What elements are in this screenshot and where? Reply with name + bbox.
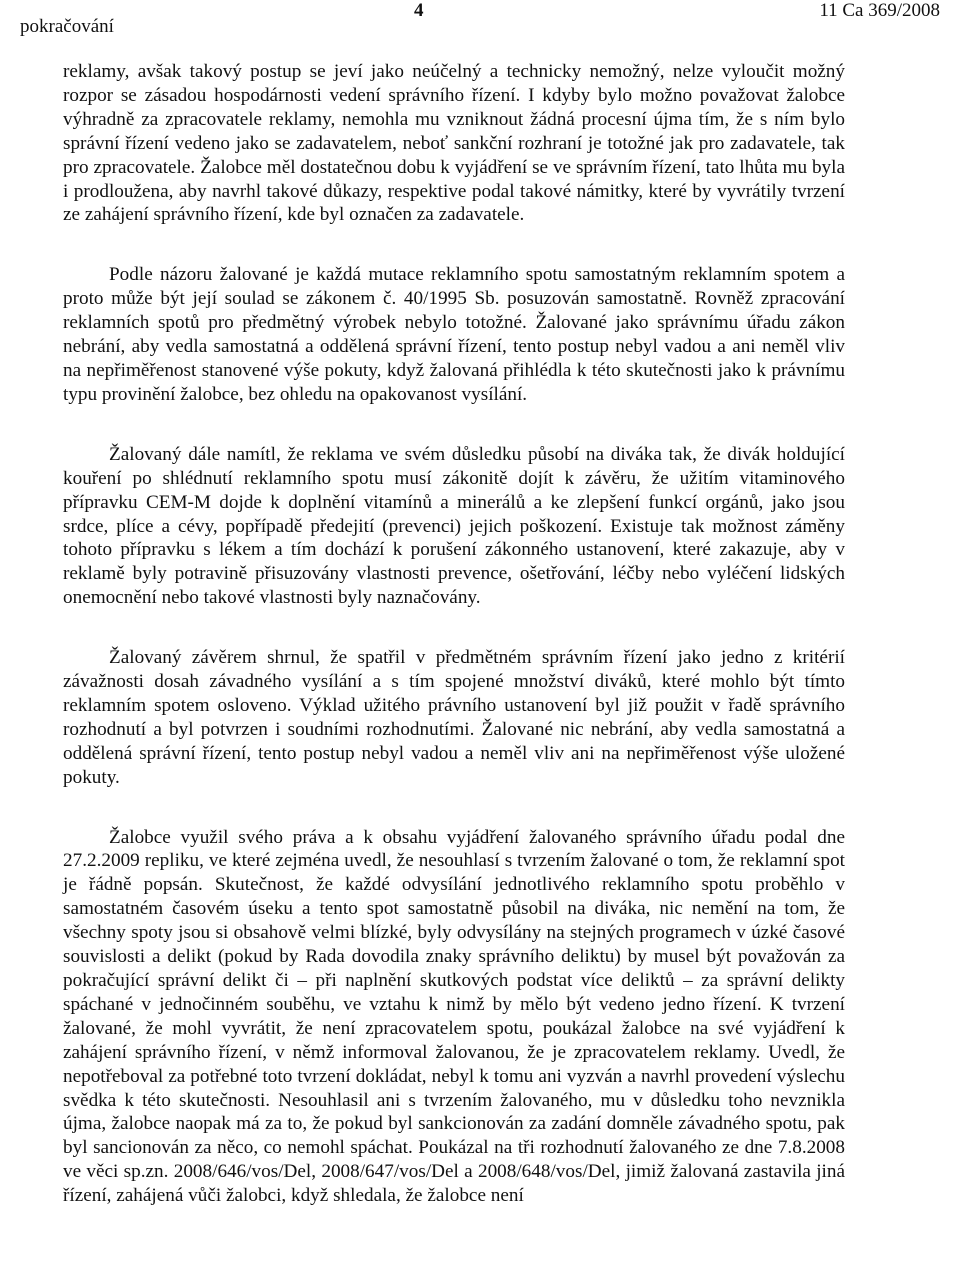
- page-number: 4: [414, 0, 424, 21]
- paragraph-4: Žalovaný závěrem shrnul, že spatřil v předmětném správním řízení jako jedno z kritérií závažnosti dosah závadného vysílání a s tím spojené množství diváků, které mohlo být tímto reklamním spotem osloveno. Výklad užitého právního ustanovení byl již použit v řadě správního rozhodnutí a byl potvrzen i soudními rozhodnutími. Žalované nic nebrání, aby vedla samostatná a oddělená správní řízení, tento postup nebyl vadou a neměl vliv ani na nepřiměřenost výše uložené pokuty.: [63, 647, 845, 788]
- page-header: [0, 0, 960, 50]
- paragraph-1: reklamy, avšak takový postup se jeví jako neúčelný a technicky nemožný, nelze vyloučit možný rozpor se zásadou hospodárnosti vedení správního řízení. I kdyby bylo možno považovat žalobce výhradně za zpracovatele reklamy, nemohla mu vzniknout žádná procesní újma tím, že s ním bylo správní řízení vedeno jako se zadavatelem, neboť sankční rozhraní je totožné jak pro zadavatele, tak pro zpracovatele. Žalobce měl dostatečnou dobu k vyjádření se ve správním řízení, tato lhůta mu byla i prodloužena, aby navrhl takové důkazy, respektive podal takové námitky, které by vyvrátily tvrzení ze zahájení správního řízení, kde byl označen za zadavatele.: [63, 61, 845, 226]
- case-number: 11 Ca 369/2008: [819, 0, 940, 21]
- document-body: [63, 60, 845, 1208]
- continuation-label: pokračování: [20, 16, 114, 37]
- paragraph-2: Podle názoru žalované je každá mutace reklamního spotu samostatným reklamním spotem a proto může být její soulad se zákonem č. 40/1995 Sb. posuzován samostatně. Rovněž zpracování reklamních spotů pro předmětný výrobek nebylo totožné. Žalované jako správnímu úřadu zákon nebrání, aby vedla samostatná a oddělená správní řízení, tento postup nebyl vadou a ani neměl vliv na nepřiměřenost stanovené výše pokuty, když žalovaná přihlédla k této skutečnosti jako k právnímu typu provinění žalobce, bez ohledu na opakovanost vysílání.: [63, 264, 845, 405]
- paragraph-5: Žalobce využil svého práva a k obsahu vyjádření žalovaného správního úřadu podal dne 27.2.2009 repliku, ve které zejména uvedl, že nesouhlasí s tvrzením žalované o tom, že reklamní spot je řádně popsán. Skutečnost, že každé odvysílání jednotlivého reklamního spotu proběhlo v samostatném časovém úseku a tento spot samostatně působil na diváka, nic nemění na tom, že všechny spoty jsou si obsahově velmi blízké, byly odvysílány na stejných programech v úzké časové souvislosti a delikt (pokud by Rada dovodila znaky správního deliktu) by musel být považován za pokračující správní delikt či – při naplnění skutkových podstat více deliktů – za správní delikty spáchané v jednočinném souběhu, ve vztahu k nimž by mělo být vedeno jedno řízení. K tvrzení žalované, že mohl vyvrátit, že není zpracovatelem spotu, poukázal žalobce na své vyjádření k zahájení správního řízení, v němž informoval žalovanou, že je zpracovatelem reklamy. Uvedl, že nepotřeboval za potřebné toto tvrzení dokládat, nebyl k tomu ani vyzván a navrhl provedení výslechu svědka k této skutečnosti. Nesouhlasil ani s tvrzením žalovaného, mu v důsledku toho nevznikla újma, žalobce naopak má za to, že pokud byl sankcionován za zadání domněle závadného spotu, pak byl sancionován za něco, co nemohl spáchat. Poukázal na tři rozhodnutí žalovaného ze dne 7.8.2008 ve věci sp.zn. 2008/646/vos/Del, 2008/647/vos/Del a 2008/648/vos/Del, jimiž žalovaná zastavila jiná řízení, zahájená vůči žalobci, když shledala, že žalobce není: [63, 826, 845, 1207]
- paragraph-3: Žalovaný dále namítl, že reklama ve svém důsledku působí na diváka tak, že divák holdující kouření po shlédnutí reklamního spotu musí zákonitě dojít k závěru, že užitím vitaminového přípravku CEM-M dojde k doplnění vitamínů a minerálů a ke zlepšení funkcí orgánů, jako jsou srdce, plíce a cévy, popřípadě předejití (prevenci) jejich poškození. Existuje tak možnost záměny tohoto přípravku s lékem a tím dochází k porušení zákonného ustanovení, které zakazuje, aby v reklamě byly potravině přisuzovány vlastnosti prevence, ošetřování, léčby nebo vyléčení lidských onemocnění nebo takové vlastnosti byly naznačovány.: [63, 443, 845, 609]
